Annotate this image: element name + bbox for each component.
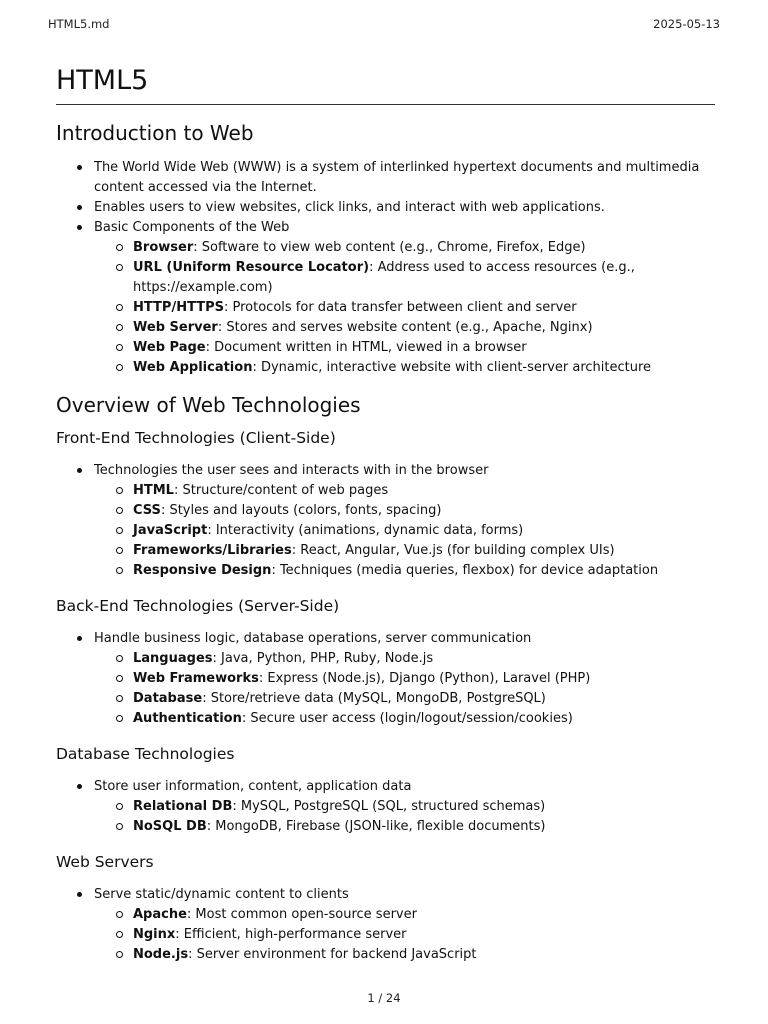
list-item: [56, 158, 715, 198]
overview-heading: Overview of Web Technologies: [56, 393, 361, 417]
document-content: [56, 64, 715, 965]
components-list: [56, 238, 715, 378]
list-item: [94, 541, 715, 561]
list-item: [56, 461, 715, 581]
list-item: [94, 649, 715, 669]
desc: : Most common open-source server: [186, 907, 417, 922]
list-item: [94, 689, 715, 709]
webservers-list: [56, 885, 715, 965]
list-item: [94, 521, 715, 541]
desc: : Efficient, high-performance server: [175, 927, 407, 942]
list-item: [94, 945, 715, 965]
list-item: [94, 358, 715, 378]
list-item: [94, 561, 715, 581]
list-item-text: Store user information, content, application data: [94, 779, 412, 794]
desc: : Express (Node.js), Django (Python), Laravel (PHP): [258, 671, 591, 686]
header-filename: HTML5.md: [48, 17, 110, 31]
header-date: 2025-05-13: [653, 17, 720, 31]
list-item: [94, 797, 715, 817]
backend-heading: Back-End Technologies (Server-Side): [56, 597, 340, 615]
intro-list: [56, 158, 715, 378]
term: Database: [133, 691, 203, 706]
desc: : React, Angular, Vue.js (for building complex UIs): [291, 543, 615, 558]
list-item: [56, 218, 715, 378]
term: JavaScript: [133, 523, 208, 538]
term: Nginx: [133, 927, 176, 942]
list-item-text: Enables users to view websites, click links, and interact with web applications.: [94, 200, 605, 215]
list-item: [94, 501, 715, 521]
frontend-list: [56, 461, 715, 581]
list-item: [94, 258, 715, 298]
list-item-text: Handle business logic, database operations, server communication: [94, 631, 532, 646]
desc: : Document written in HTML, viewed in a browser: [205, 340, 527, 355]
term: Apache: [133, 907, 187, 922]
list-item: [94, 298, 715, 318]
intro-heading: Introduction to Web: [56, 121, 254, 145]
list-item-text: Basic Components of the Web: [94, 220, 290, 235]
term: Frameworks/Libraries: [133, 543, 292, 558]
desc: : Dynamic, interactive website with client-server architecture: [252, 360, 652, 375]
term: NoSQL DB: [133, 819, 207, 834]
database-list: [56, 777, 715, 837]
term: HTML: [133, 483, 174, 498]
desc: : Protocols for data transfer between client and server: [224, 300, 577, 315]
desc: : Java, Python, PHP, Ruby, Node.js: [212, 651, 434, 666]
webservers-heading: Web Servers: [56, 853, 154, 871]
list-item: [94, 238, 715, 258]
desc: : Server environment for backend JavaScript: [188, 947, 477, 962]
list-item: [94, 338, 715, 358]
term: Node.js: [133, 947, 189, 962]
desc: : Store/retrieve data (MySQL, MongoDB, PostgreSQL): [202, 691, 546, 706]
list-item: [56, 629, 715, 729]
list-item: [94, 709, 715, 729]
desc: : Secure user access (login/logout/session/cookies): [241, 711, 573, 726]
backend-list: [56, 629, 715, 729]
desc: : Interactivity (animations, dynamic data, forms): [207, 523, 524, 538]
list-item: [94, 318, 715, 338]
page-title: HTML5: [56, 64, 715, 105]
database-heading: Database Technologies: [56, 745, 235, 763]
list-item: [94, 481, 715, 501]
term: Authentication: [133, 711, 242, 726]
desc: : Address used to access resources (e.g., https://example.com): [133, 260, 635, 295]
term: Web Page: [133, 340, 206, 355]
term: URL (Uniform Resource Locator): [133, 260, 370, 275]
webservers-sublist: [56, 905, 715, 965]
list-item: [56, 777, 715, 837]
term: Responsive Design: [133, 563, 272, 578]
list-item: [56, 885, 715, 965]
list-item: [56, 198, 715, 218]
desc: : Stores and serves website content (e.g., Apache, Nginx): [217, 320, 593, 335]
desc: : Styles and layouts (colors, fonts, spacing): [160, 503, 442, 518]
list-item-text: The World Wide Web (WWW) is a system of interlinked hypertext documents and multimedia content accessed via the Internet.: [94, 160, 700, 195]
desc: : Structure/content of web pages: [173, 483, 389, 498]
term: Browser: [133, 240, 194, 255]
term: Web Server: [133, 320, 218, 335]
term: Web Application: [133, 360, 253, 375]
term: Languages: [133, 651, 213, 666]
frontend-heading: Front-End Technologies (Client-Side): [56, 429, 336, 447]
desc: : MongoDB, Firebase (JSON-like, flexible documents): [206, 819, 546, 834]
list-item: [94, 669, 715, 689]
desc: : Software to view web content (e.g., Chrome, Firefox, Edge): [193, 240, 586, 255]
frontend-sublist: [56, 481, 715, 581]
list-item: [94, 817, 715, 837]
list-item-text: Serve static/dynamic content to clients: [94, 887, 349, 902]
page-number: 1 / 24: [367, 991, 401, 1005]
desc: : Techniques (media queries, flexbox) for device adaptation: [271, 563, 659, 578]
database-sublist: [56, 797, 715, 837]
page-header: [48, 17, 720, 31]
term: CSS: [133, 503, 161, 518]
list-item: [94, 925, 715, 945]
backend-sublist: [56, 649, 715, 729]
term: HTTP/HTTPS: [133, 300, 224, 315]
term: Web Frameworks: [133, 671, 259, 686]
list-item: [94, 905, 715, 925]
term: Relational DB: [133, 799, 233, 814]
desc: : MySQL, PostgreSQL (SQL, structured schemas): [232, 799, 546, 814]
list-item-text: Technologies the user sees and interacts with in the browser: [94, 463, 489, 478]
